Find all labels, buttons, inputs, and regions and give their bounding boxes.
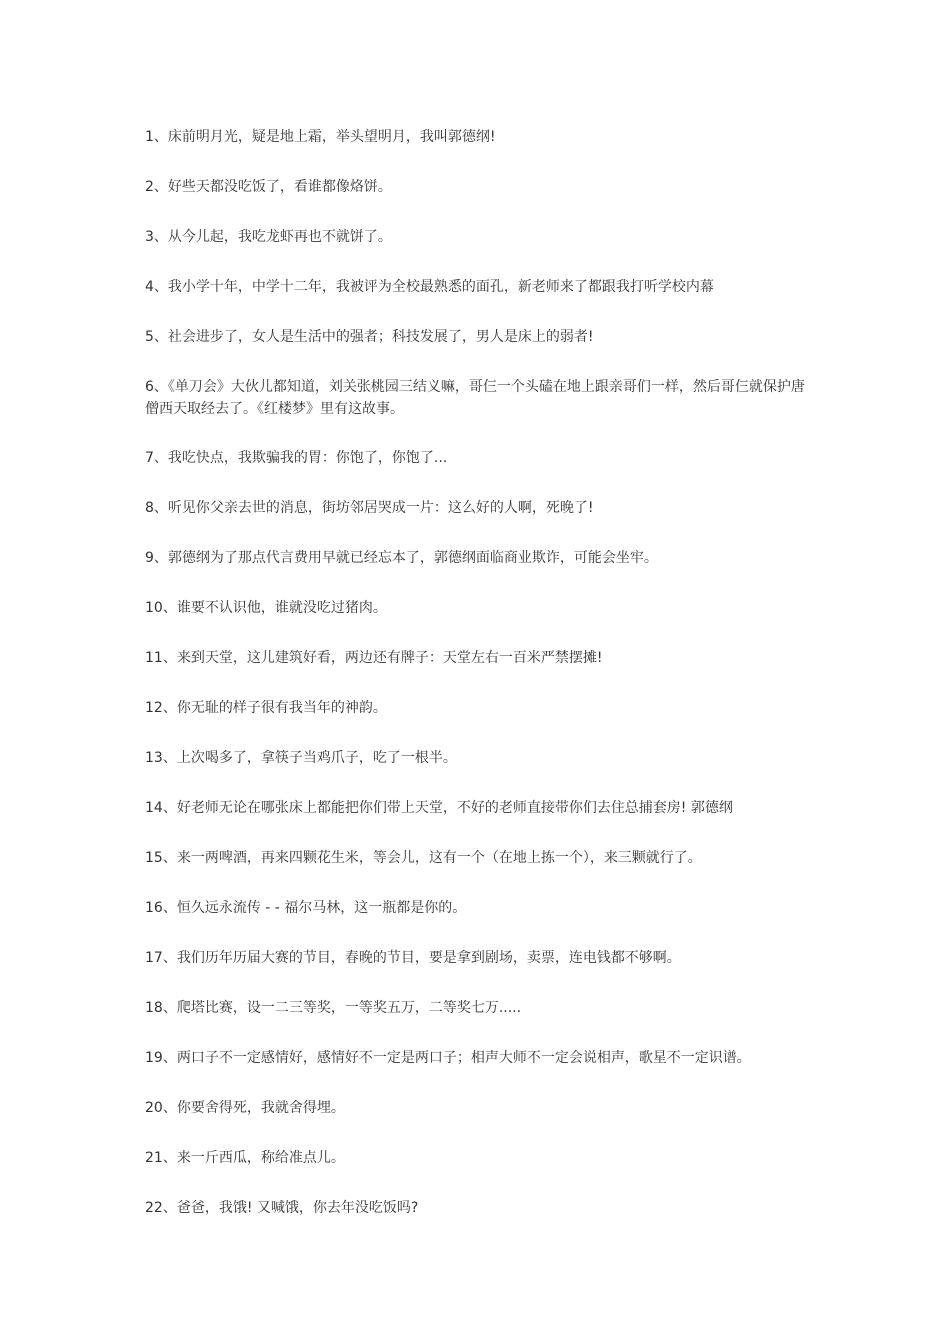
list-item: 3、从今儿起，我吃龙虾再也不就饼了。 bbox=[145, 229, 392, 245]
list-item: 22、爸爸，我饿! 又喊饿，你去年没吃饭吗? bbox=[145, 1200, 419, 1216]
list-item: 16、恒久远永流传 - - 福尔马林，这一瓶都是你的。 bbox=[145, 900, 467, 916]
list-item: 4、我小学十年，中学十二年，我被评为全校最熟悉的面孔，新老师来了都跟我打听学校内幕 bbox=[145, 279, 714, 295]
list-item: 10、谁要不认识他，谁就没吃过猪肉。 bbox=[145, 600, 387, 616]
list-item: 6、《单刀会》大伙儿都知道，刘关张桃园三结义嘛，哥仨一个头磕在地上跟亲哥们一样，然后哥仨就保护唐僧西天取经去了。《红楼梦》里有这故事。 bbox=[145, 379, 805, 417]
list-item: 14、好老师无论在哪张床上都能把你们带上天堂，不好的老师直接带你们去住总捕套房! 郭德纲 bbox=[145, 800, 733, 816]
list-item: 19、两口子不一定感情好，感情好不一定是两口子；相声大师不一定会说相声，歌星不一定识谱。 bbox=[145, 1050, 751, 1066]
list-item: 17、我们历年历届大赛的节目，春晚的节目，要是拿到剧场，卖票，连电钱都不够啊。 bbox=[145, 950, 681, 966]
list-item: 9、郭德纲为了那点代言费用早就已经忘本了，郭德纲面临商业欺诈，可能会坐牢。 bbox=[145, 550, 658, 566]
list-item: 8、听见你父亲去世的消息，街坊邻居哭成一片：这么好的人啊，死晚了! bbox=[145, 500, 594, 516]
list-item: 5、社会进步了，女人是生活中的强者；科技发展了，男人是床上的弱者! bbox=[145, 329, 594, 345]
list-item: 13、上次喝多了，拿筷子当鸡爪子，吃了一根半。 bbox=[145, 750, 457, 766]
list-item: 11、来到天堂，这儿建筑好看，两边还有牌子：天堂左右一百米严禁摆摊! bbox=[145, 650, 603, 666]
list-item: 12、你无耻的样子很有我当年的神韵。 bbox=[145, 700, 387, 716]
list-item: 2、好些天都没吃饭了，看谁都像烙饼。 bbox=[145, 179, 392, 195]
joke-list bbox=[145, 126, 813, 1247]
list-item: 20、你要舍得死，我就舍得埋。 bbox=[145, 1100, 345, 1116]
list-item: 15、来一两啤酒，再来四颗花生米，等会儿，这有一个（在地上拣一个），来三颗就行了。 bbox=[145, 850, 702, 866]
list-item: 7、我吃快点，我欺骗我的胃：你饱了，你饱了... bbox=[145, 450, 448, 466]
list-item: 1、床前明月光，疑是地上霜，举头望明月，我叫郭德纲! bbox=[145, 129, 496, 145]
list-item: 21、来一斤西瓜，称给准点儿。 bbox=[145, 1150, 345, 1166]
list-item: 18、爬塔比赛，设一二三等奖，一等奖五万，二等奖七万..... bbox=[145, 1000, 522, 1016]
